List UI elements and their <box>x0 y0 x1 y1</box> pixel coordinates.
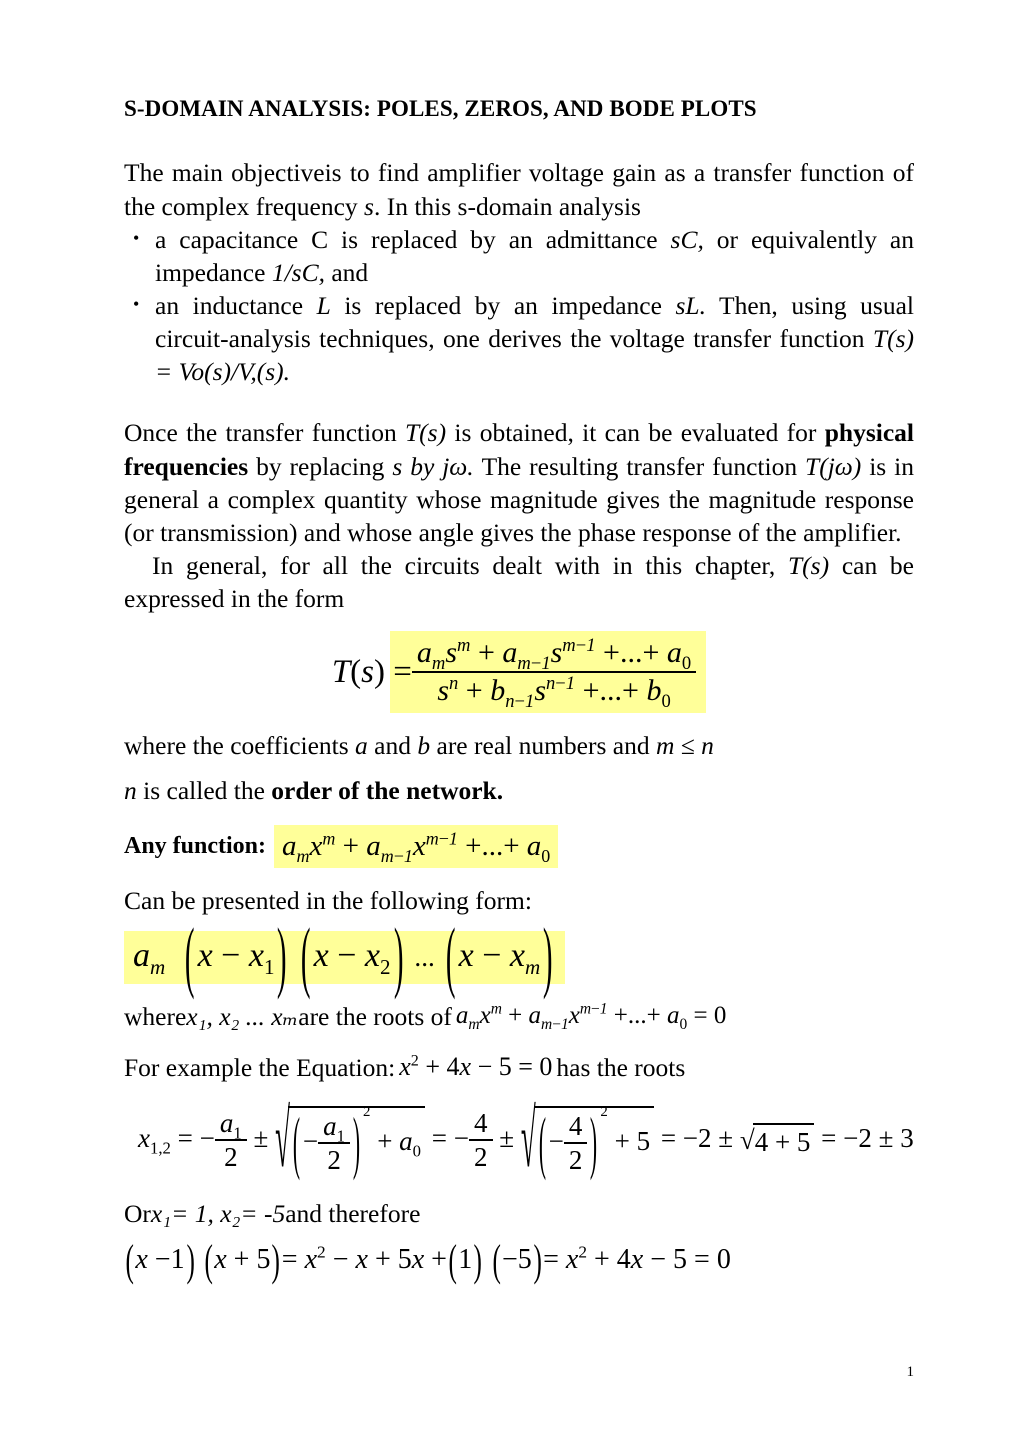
example-quadratic-equation: $x^2 + 4x - 5 = 0$ <box>399 1052 553 1082</box>
bullet-seg: is replaced by an impedance <box>330 291 676 320</box>
bullet-seg: L <box>316 291 331 320</box>
bullet-seg: sL. <box>675 291 706 320</box>
or-roots-prefix: Or <box>124 1199 151 1229</box>
quadratic-solution-equation: $x_{1,2}$ = − $\frac{a_1}{2}$ ± √ ( − $\frac{a_1}{2}$ ) $^2 + a_0$ = − $\frac{4}{2}$ ± √ ( − $\frac{4}{2}$ ) $^2$ + 5 = −2 ± √4 + 5 = −2 ± 3 <box>138 1094 914 1185</box>
bullet-seg: Then, using usual circuit-analysis techniques, one derives the voltage transfer function <box>155 291 914 354</box>
for-example-prefix: For example the Equation: <box>124 1052 396 1082</box>
bullet-seg: 1/sC, <box>271 257 325 287</box>
where-roots-prefix: where <box>124 1001 187 1031</box>
any-function-row <box>124 825 914 868</box>
any-function-polynomial: $a_mx^m + a_{m-1}x^{m-1}$ +...+ $a_0$ <box>282 828 551 867</box>
list-item <box>124 223 914 289</box>
order-seg-bold: order of the network. <box>271 776 504 806</box>
bullet-seg: an inductance <box>155 291 317 320</box>
where-roots-mid: are the roots of <box>298 1001 452 1031</box>
p2-seg: by replacing <box>248 451 393 481</box>
quadratic-solution-row <box>124 1094 914 1185</box>
wc-seg: and <box>367 731 418 761</box>
can-be-presented-line: Can be presented in the following form: <box>124 886 532 916</box>
bullet-icon: • <box>133 227 140 248</box>
wc-seg: are real numbers and <box>430 731 656 761</box>
transfer-function-fraction <box>412 635 696 712</box>
order-seg: n <box>124 776 137 806</box>
bullet-seg: and <box>324 257 369 287</box>
assumptions-list <box>124 223 914 389</box>
sqrt-2: √ ( − $\frac{4}{2}$ ) $^2$ + 5 <box>521 1106 654 1175</box>
wc-seg: b <box>417 731 431 761</box>
factored-form-row <box>124 914 914 1001</box>
intro-text-b: . In this s-domain analysis <box>373 191 641 221</box>
for-example-suffix: has the roots <box>556 1052 686 1082</box>
p3-seg: can be expressed in the form <box>124 550 914 614</box>
intro-variable-s: s <box>364 191 374 221</box>
sqrt-3: √4 + 5 <box>740 1123 815 1158</box>
order-seg: is called the <box>136 776 272 806</box>
bullet-seg: or equivalently an impedance <box>155 224 914 287</box>
list-item <box>124 289 914 388</box>
where-coefficients-line <box>124 729 914 762</box>
general-form-paragraph <box>124 549 914 615</box>
factored-form-expression: $a_m$ $(x - x_1)$ $(x - x_2)$ ... $(x - x_m)$ <box>133 914 553 1001</box>
p2-seg: is obtained, it can be evaluated for <box>446 418 825 448</box>
any-function-equation <box>274 825 558 868</box>
expansion-check-row <box>124 1236 914 1286</box>
document-content <box>124 96 914 1286</box>
p2-seg: s by jω. <box>392 451 474 481</box>
for-example-row <box>124 1051 914 1084</box>
where-roots-variables: x₁, x₂ ... xₘ <box>186 1001 299 1031</box>
where-roots-row <box>124 1000 914 1033</box>
intro-text-a: The main objectiveis to find amplifier voltage gain as a transfer function of the complex frequency <box>124 158 914 221</box>
or-roots-suffix: and therefore <box>285 1199 421 1229</box>
transfer-function-equation-row <box>124 631 914 713</box>
p2-seg: The resulting transfer function <box>473 451 806 481</box>
intro-paragraph <box>124 156 914 222</box>
bullet-seg: a capacitance C is replaced by an admittance <box>155 224 671 254</box>
wc-seg: a <box>355 731 368 761</box>
wc-seg-mn: m ≤ n <box>655 731 714 761</box>
roots-of-polynomial: $a_mx^m + a_{m-1}x^{m-1}$ +...+ $a_0 = 0$ <box>455 1000 727 1034</box>
p2-seg: T(s) <box>405 418 447 448</box>
p2-seg-physical-frequencies: physical frequencies <box>124 418 914 481</box>
transfer-function-lhs: T(s) = <box>331 653 412 690</box>
p2-seg: Once the transfer function <box>124 418 405 448</box>
bullet-seg: sC, <box>670 224 704 254</box>
factored-form-equation <box>124 914 565 1001</box>
frac-a1-over-2: $\frac{a_1}{2}$ <box>215 1109 247 1172</box>
page-number: 1 <box>906 1364 914 1380</box>
bullet-seg-transfer-fn: T(s) = Vo(s)/V,(s). <box>155 324 914 387</box>
or-roots-values: x₁= 1, x₂= -5 <box>150 1199 286 1229</box>
p3-seg: In general, for all the circuits dealt with in this chapter, <box>152 550 788 580</box>
or-roots-row <box>124 1197 914 1230</box>
any-function-label: Any function: <box>124 833 267 860</box>
transfer-function-numerator: $a_ms^m + a_{m-1}s^{m-1}$ +...+ $a_0$ <box>412 637 696 672</box>
expansion-check-equation: (x −1) $(x + 5)= x^2 - x + 5x +(1)$ $(-5)= x^2 + 4x - 5 = 0$ <box>125 1236 731 1286</box>
frac-4-over-2-a: $\frac{4}{2}$ <box>469 1109 493 1172</box>
sqrt-1: √ ( − $\frac{a_1}{2}$ ) $^2 + a_0$ <box>275 1106 425 1175</box>
p2-seg: is in general a complex quantity whose magnitude gives the magnitude response (or transmission) and whose angle gives the phase response of the amplifier. <box>124 451 914 547</box>
physical-frequencies-paragraph <box>124 416 914 549</box>
transfer-function-denominator: $s^n + b_{n-1}s^{n-1}$ +...+ $b_0$ <box>437 672 671 712</box>
order-of-network-line <box>124 774 914 807</box>
transfer-function-equation <box>390 631 706 713</box>
p3-seg: T(s) <box>788 550 830 580</box>
wc-seg: where the coefficients <box>124 731 356 761</box>
p2-seg: T(jω) <box>805 451 862 481</box>
bullet-icon: • <box>133 294 140 314</box>
page-title: S-DOMAIN ANALYSIS: POLES, ZEROS, AND BODE PLOTS <box>124 96 757 121</box>
